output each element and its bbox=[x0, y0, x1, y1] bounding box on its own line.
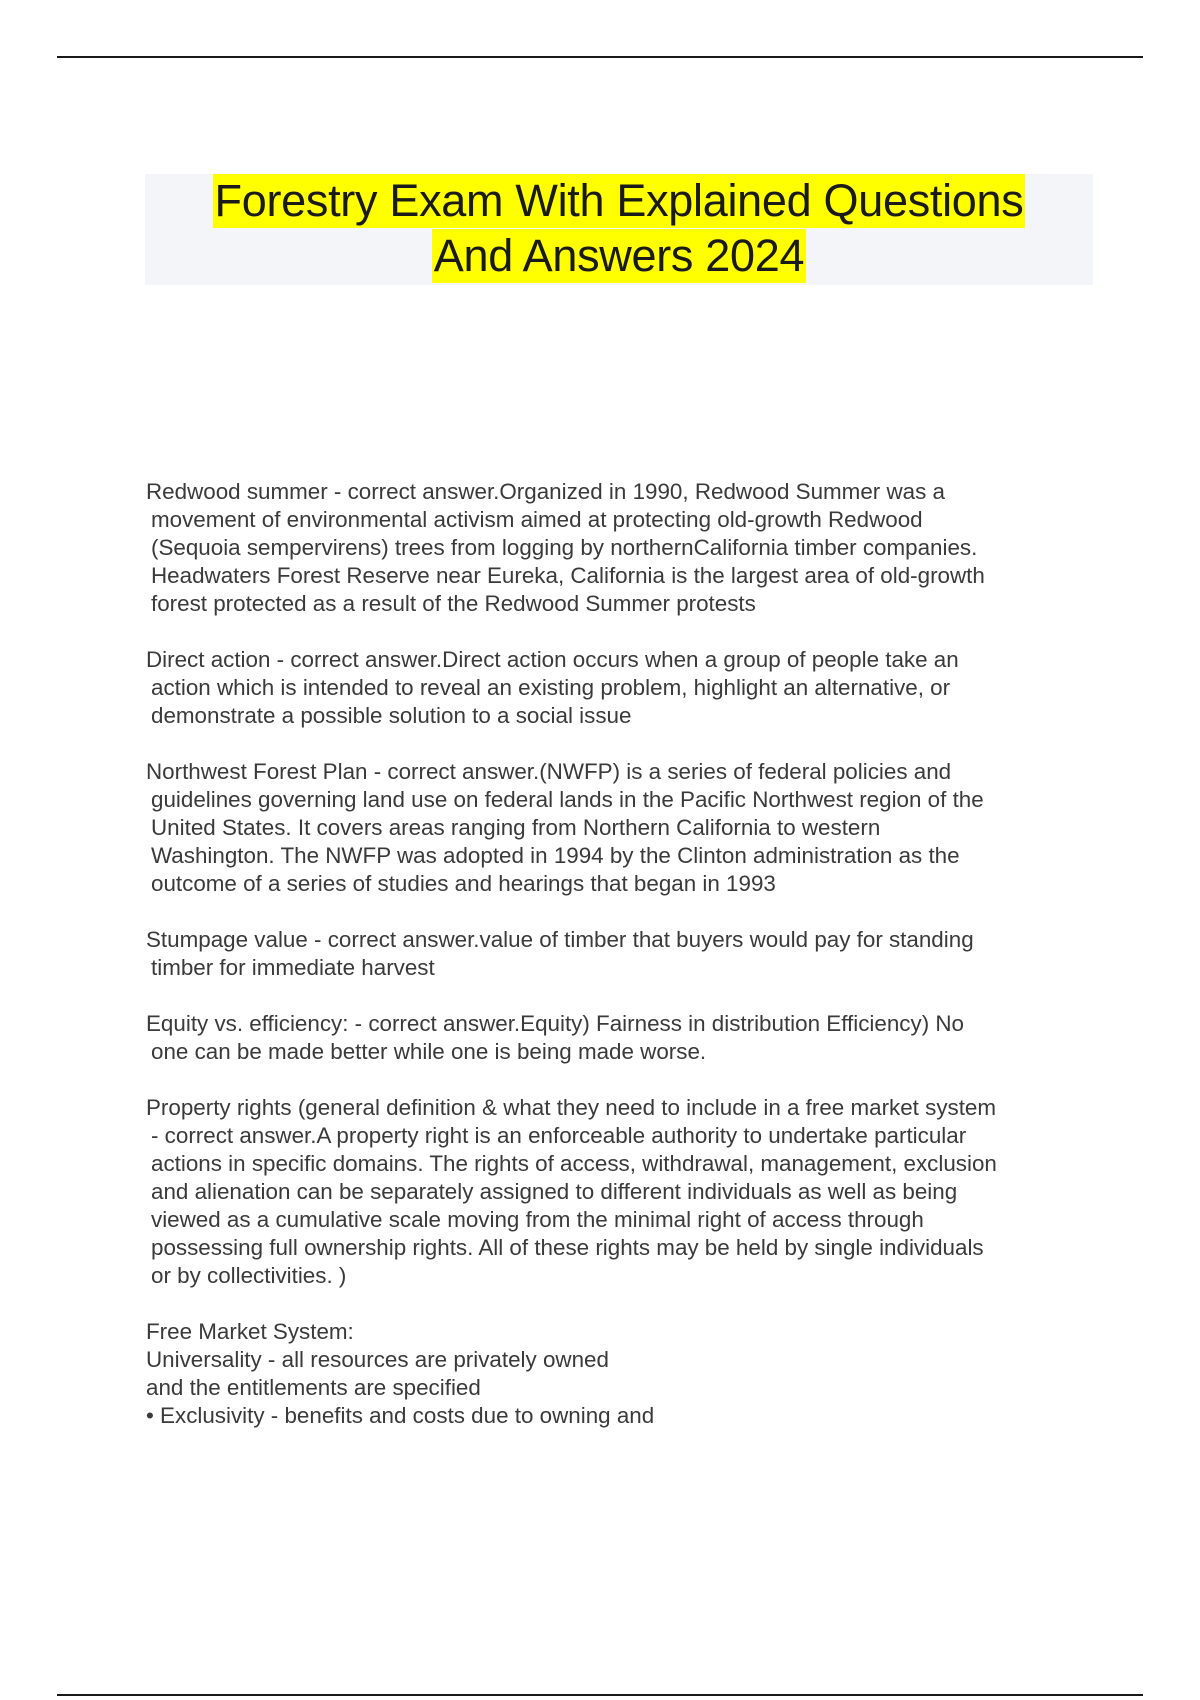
page-title-line-1: Forestry Exam With Explained Questions bbox=[214, 175, 1024, 226]
entry-line: movement of environmental activism aimed at protecting old-growth Redwood bbox=[151, 507, 923, 532]
entry-line: action which is intended to reveal an existing problem, highlight an alternative, or bbox=[151, 675, 951, 700]
qa-entry-direct-action bbox=[146, 646, 1106, 730]
entry-line: or by collectivities. ) bbox=[151, 1263, 347, 1288]
section-heading: Free Market System: bbox=[146, 1319, 354, 1344]
entry-line: Property rights (general definition & what they need to include in a free market system bbox=[146, 1095, 997, 1120]
entry-line: (Sequoia sempervirens) trees from logging by northernCalifornia timber companies. bbox=[151, 535, 978, 560]
entry-line: demonstrate a possible solution to a social issue bbox=[151, 703, 632, 728]
entry-line: United States. It covers areas ranging from Northern California to western bbox=[151, 815, 881, 840]
qa-entry-stumpage-value bbox=[146, 926, 1106, 982]
entry-line: Headwaters Forest Reserve near Eureka, California is the largest area of old-growth bbox=[151, 563, 985, 588]
entry-line: Stumpage value - correct answer.value of timber that buyers would pay for standing bbox=[146, 927, 974, 952]
title-block bbox=[145, 174, 1093, 285]
entry-line: forest protected as a result of the Redwood Summer protests bbox=[151, 591, 756, 616]
entry-line: guidelines governing land use on federal lands in the Pacific Northwest region of the bbox=[151, 787, 984, 812]
bottom-rule bbox=[57, 1694, 1143, 1696]
free-market-system-section bbox=[146, 1318, 1106, 1430]
qa-entry-redwood-summer bbox=[146, 478, 1106, 618]
document-body bbox=[146, 478, 1106, 1430]
qa-entry-equity-vs-efficiency bbox=[146, 1010, 1106, 1066]
entry-line: actions in specific domains. The rights of access, withdrawal, management, exclusion bbox=[151, 1151, 997, 1176]
page-title-line-2: And Answers 2024 bbox=[433, 230, 805, 281]
entry-line: - correct answer.A property right is an enforceable authority to undertake particular bbox=[151, 1123, 967, 1148]
entry-line: Washington. The NWFP was adopted in 1994 by the Clinton administration as the bbox=[151, 843, 960, 868]
entry-line: timber for immediate harvest bbox=[151, 955, 435, 980]
entry-line: possessing full ownership rights. All of these rights may be held by single individuals bbox=[151, 1235, 984, 1260]
section-line: and the entitlements are specified bbox=[146, 1375, 481, 1400]
entry-line: Northwest Forest Plan - correct answer.(NWFP) is a series of federal policies and bbox=[146, 759, 952, 784]
entry-line: outcome of a series of studies and hearings that began in 1993 bbox=[151, 871, 776, 896]
entry-line: Redwood summer - correct answer.Organized in 1990, Redwood Summer was a bbox=[146, 479, 945, 504]
section-line: Universality - all resources are privately owned bbox=[146, 1347, 609, 1372]
entry-line: Equity vs. efficiency: - correct answer.Equity) Fairness in distribution Efficiency) No bbox=[146, 1011, 964, 1036]
top-rule bbox=[57, 56, 1143, 58]
entry-line: and alienation can be separately assigned to different individuals as well as being bbox=[151, 1179, 958, 1204]
qa-entry-northwest-forest-plan bbox=[146, 758, 1106, 898]
entry-line: viewed as a cumulative scale moving from the minimal right of access through bbox=[151, 1207, 924, 1232]
entry-line: Direct action - correct answer.Direct action occurs when a group of people take an bbox=[146, 647, 959, 672]
bullet-item: • Exclusivity - benefits and costs due to owning and bbox=[146, 1403, 655, 1428]
qa-entry-property-rights bbox=[146, 1094, 1106, 1290]
entry-line: one can be made better while one is being made worse. bbox=[151, 1039, 707, 1064]
